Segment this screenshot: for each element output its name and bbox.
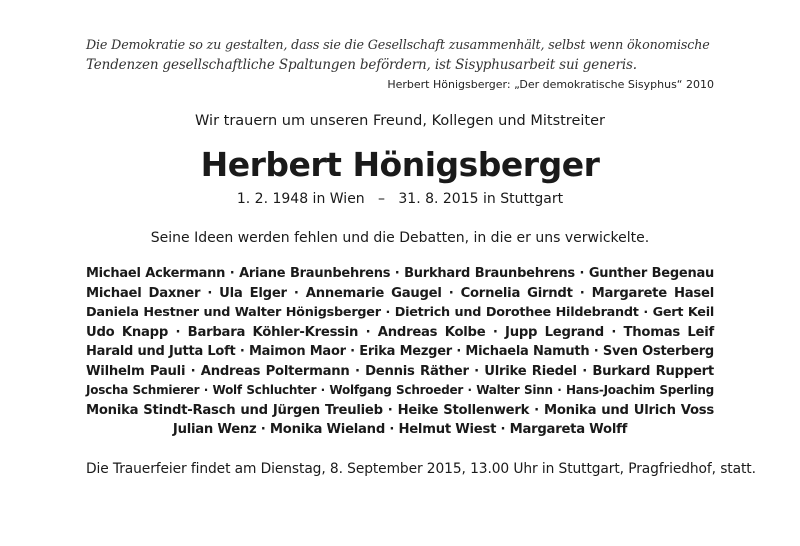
mourners-line: Julian Wenz · Monika Wieland · Helmut Wiest · Margareta Wolff <box>172 422 628 437</box>
mourners-line: Michael Daxner · Ula Elger · Annemarie Gaugel · Cornelia Girndt · Margarete Hasel <box>86 285 714 301</box>
mourners-list <box>86 264 714 440</box>
quote-line: Tendenzen gesellschaftliche Spaltungen befördern, ist Sisyphusarbeit sui generis. <box>86 57 637 73</box>
life-dates: 1. 2. 1948 in Wien – 31. 8. 2015 in Stuttgart <box>236 191 564 207</box>
intro-text: Wir trauern um unseren Freund, Kollegen und Mitstreiter <box>195 113 605 129</box>
mourners-line: Monika Stindt-Rasch und Jürgen Treulieb · Heike Stollenwerk · Monika und Ulrich Voss <box>86 402 714 418</box>
mourners-line: Udo Knapp · Barbara Köhler-Kressin · Andreas Kolbe · Jupp Legrand · Thomas Leif <box>86 324 714 340</box>
mourners-line: Wilhelm Pauli · Andreas Poltermann · Dennis Räther · Ulrike Riedel · Burkard Ruppert <box>86 363 714 379</box>
mourners-line: Daniela Hestner und Walter Hönigsberger · Dietrich und Dorothee Hildebrandt · Gert Keil <box>86 305 714 320</box>
epigraph <box>86 0 714 93</box>
mourners-line: Joscha Schmierer · Wolf Schluchter · Wolfgang Schroeder · Walter Sinn · Hans-Joachim Sperling <box>86 383 714 397</box>
quote-attribution: Herbert Hönigsberger: „Der demokratische Sisyphus“ 2010 <box>387 78 714 91</box>
funeral-announcement: Die Trauerfeier findet am Dienstag, 8. September 2015, 13.00 Uhr in Stuttgart, Pragfriedhof, statt. <box>86 460 756 477</box>
mourners-line: Michael Ackermann · Ariane Braunbehrens · Burkhard Braunbehrens · Gunther Begenau <box>86 266 714 281</box>
mourners-line: Harald und Jutta Loft · Maimon Maor · Erika Mezger · Michaela Namuth · Sven Osterberg <box>86 344 714 359</box>
deceased-name: Herbert Hönigsberger <box>200 145 600 184</box>
quote-line: Die Demokratie so zu gestalten, dass sie die Gesellschaft zusammenhält, selbst wenn ökonomische <box>86 37 710 52</box>
tribute-text: Seine Ideen werden fehlen und die Debatten, in die er uns verwickelte. <box>150 230 650 246</box>
